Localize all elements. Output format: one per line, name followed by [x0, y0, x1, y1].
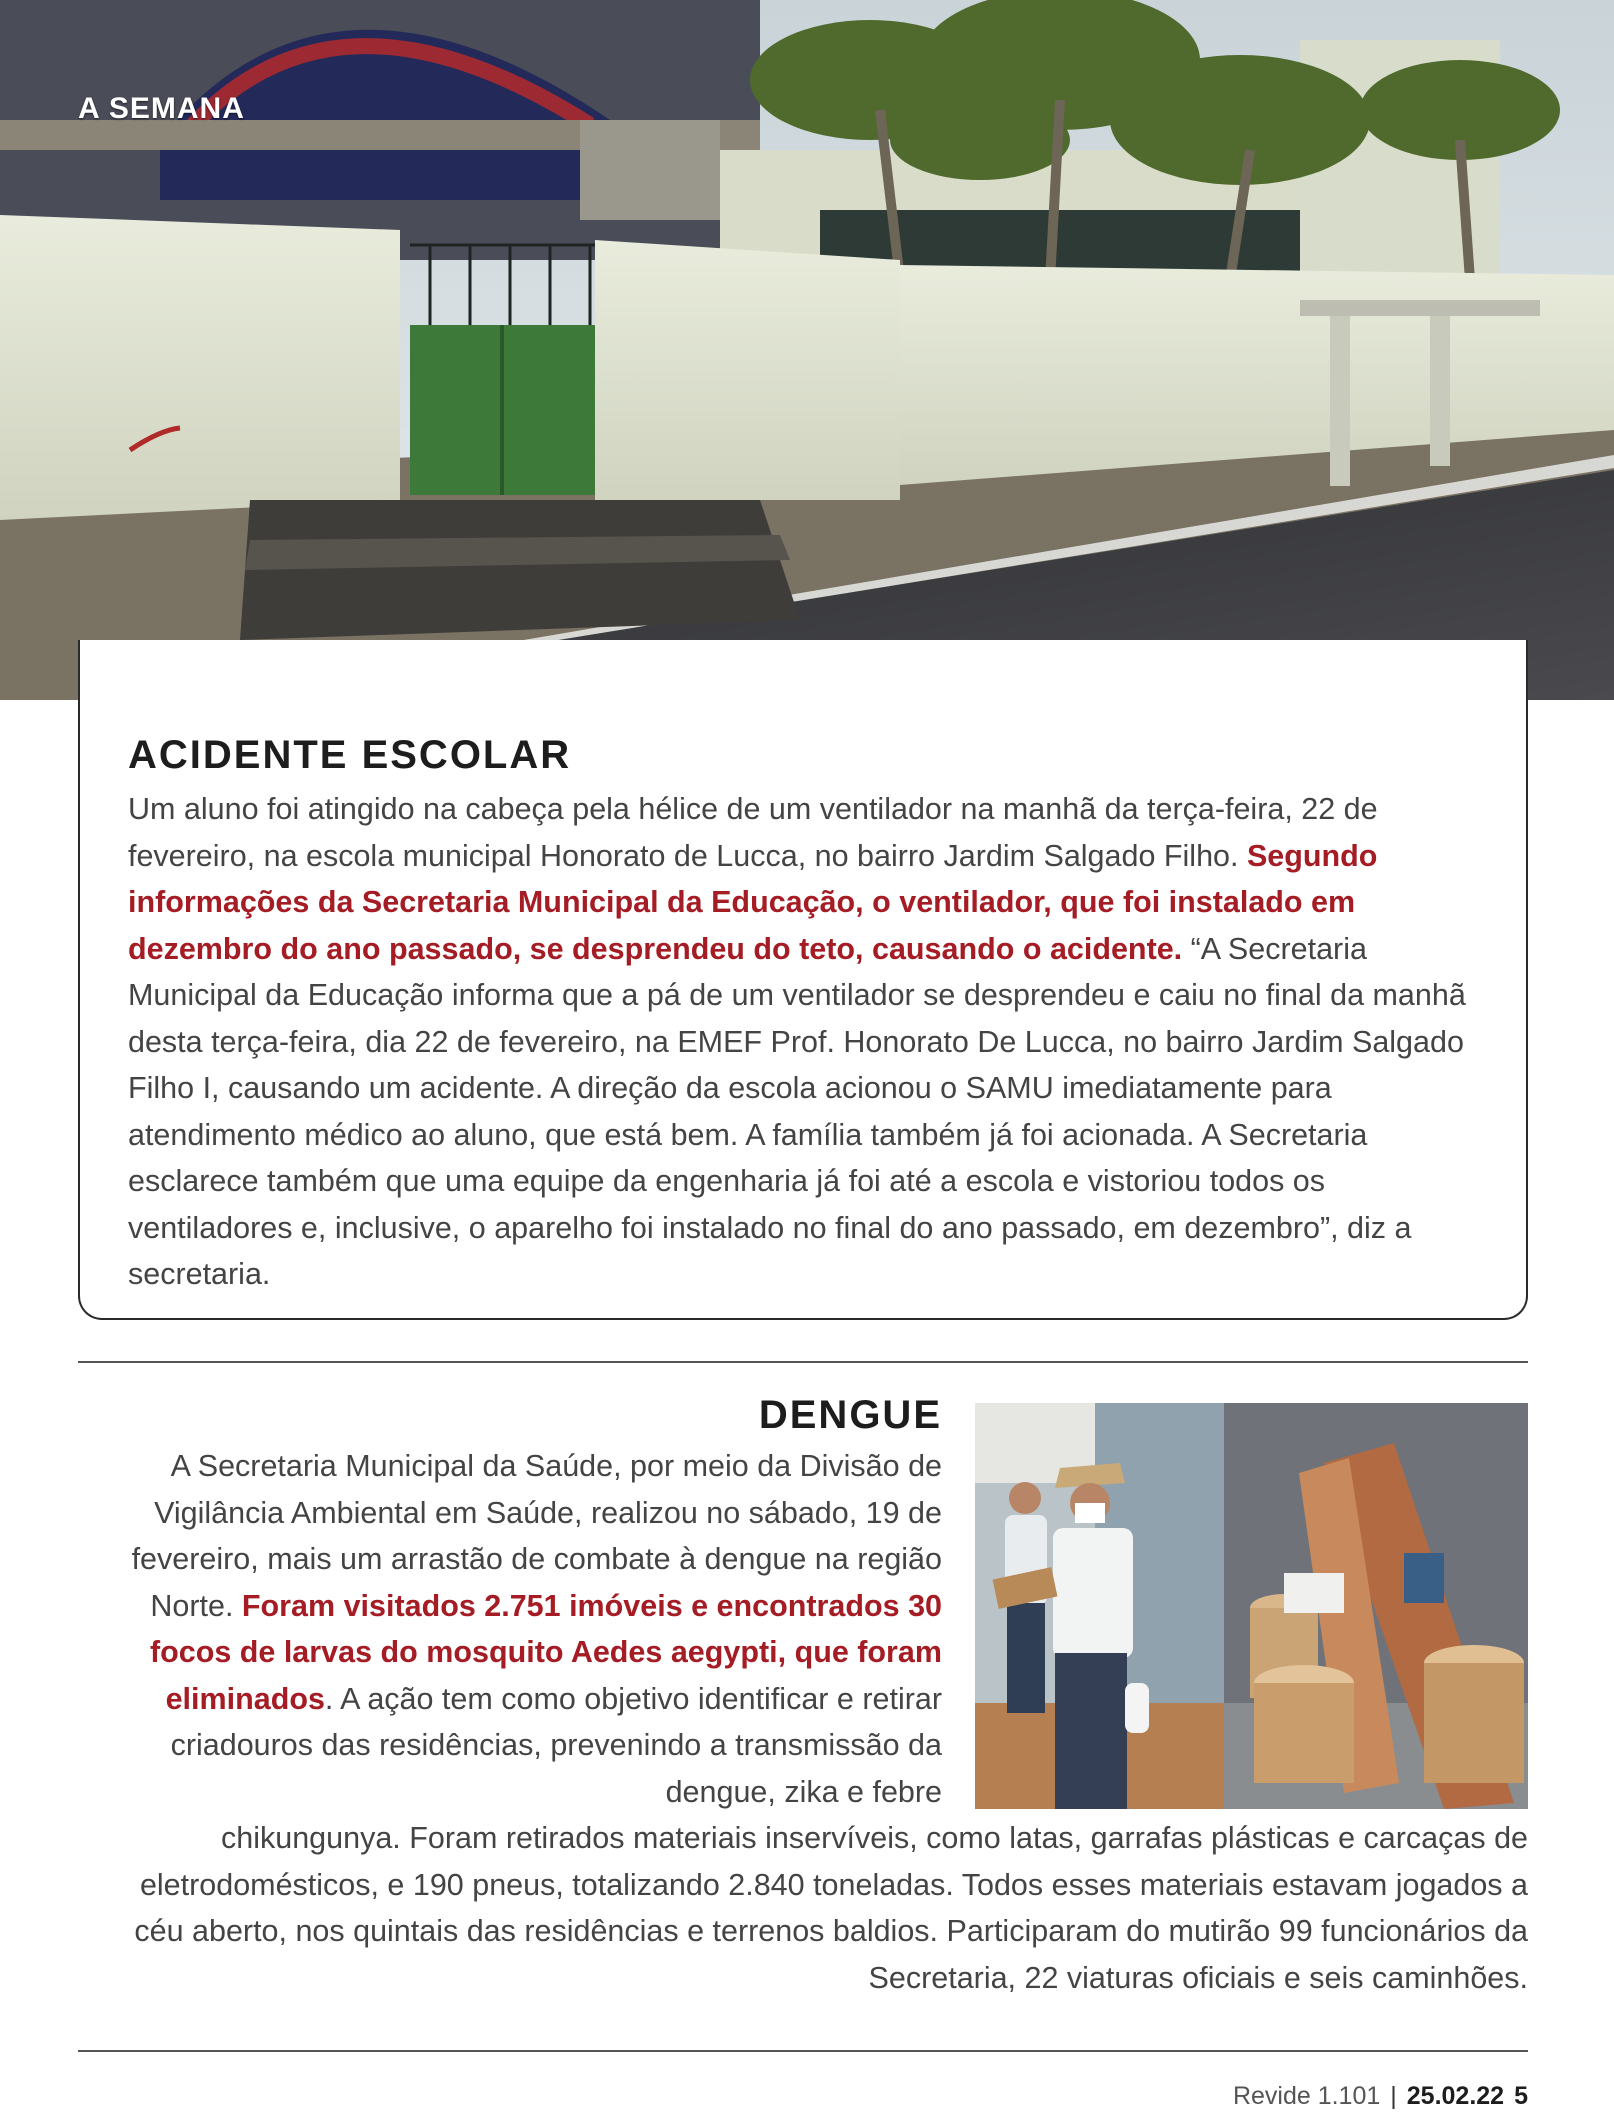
page-number: 5	[1514, 2082, 1528, 2110]
page-footer	[1233, 2082, 1528, 2111]
accident-quote: “A Secretaria Municipal da Educação informa que a pá de um ventilador se desprendeu e caiu no final da manhã desta terça-feira, dia 22 de fevereiro, na EMEF Prof. Honorato De Lucca, no bairro Jardim Salgado Filho I, causando um acidente. A direção da escola acionou o SAMU imediatamente para atendimento médico ao aluno, que está bem. A família também já foi acionada. A Secretaria esclarece também que uma equipe da engenharia já foi até a escola e vistoriou todos os ventiladores e, inclusive, o aparelho foi instalado no final do ano passado, em dezembro”, diz a secretaria.	[128, 931, 1466, 1291]
dengue-highlight: Foram visitados 2.751 imóveis e encontrados 30 focos de larvas do mosquito Aedes aegypti, que foram eliminados	[149, 1588, 942, 1716]
dengue-continued-paragraph: chikungunya. Foram retirados materiais inservíveis, como latas, garrafas plásticas e carcaças de eletrodomésticos, e 190 pneus, totalizando 2.840 toneladas. Todos esses materiais estavam jogados a céu aberto, nos quintais das residências e terrenos baldios. Participaram do mutirão 99 funcionários da Secretaria, 22 viaturas oficiais e seis caminhões.	[134, 1821, 1528, 1995]
dengue-photo-workers	[975, 1403, 1224, 1809]
dengue-photo-materials	[1224, 1403, 1528, 1809]
accident-intro: Um aluno foi atingido na cabeça pela hélice de um ventilador na manhã da terça-feira, 22 de fevereiro, na escola municipal Honorato de Lucca, no bairro Jardim Salgado Filho.	[128, 792, 1378, 873]
accident-body	[128, 786, 1468, 1298]
dengue-column	[100, 1443, 942, 1815]
materials-photo	[1224, 1403, 1528, 1809]
issue-date: 25.02.22	[1406, 2082, 1505, 2110]
divider-bottom	[78, 2050, 1528, 2052]
workers-photo	[975, 1403, 1224, 1809]
accident-highlight: Segundo informações da Secretaria Municipal da Educação, o ventilador, que foi instalado em dezembro do ano passado, se desprendeu do teto, causando o acidente.	[128, 838, 1378, 966]
publication-name: Revide 1.101	[1232, 2082, 1381, 2110]
footer-separator: |	[1390, 2082, 1397, 2110]
dengue-continued	[100, 1815, 1528, 2001]
divider-top	[78, 1361, 1528, 1363]
dengue-paragraph	[100, 1443, 942, 1815]
dengue-intro: A Secretaria Municipal da Saúde, por meio da Divisão de Vigilância Ambiental em Saúde, realizou no sábado, 19 de fevereiro, mais um arrastão de combate à dengue na região Norte.	[131, 1449, 942, 1623]
dengue-after: . A ação tem como objetivo identificar e retirar criadouros das residências, prevenindo a transmissão da dengue, zika e febre	[170, 1681, 942, 1809]
accident-title: ACIDENTE ESCOLAR	[128, 733, 572, 777]
dengue-title: DENGUE	[758, 1393, 942, 1437]
section-label: A SEMANA	[78, 92, 245, 125]
accident-paragraph	[128, 786, 1468, 1298]
